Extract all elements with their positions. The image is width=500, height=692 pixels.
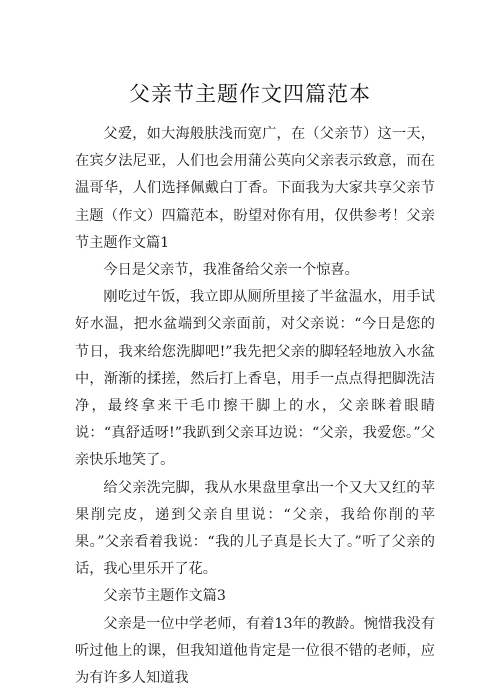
paragraph-surprise: 今日是父亲节，我准备给父亲一个惊喜。 [103,262,359,279]
paragraph-apple: 给父亲洗完脚，我从水果盘里拿出一个又大又红的苹果削完皮，递到父亲自里说：“父亲，我给你削的苹果。”父亲看着我说：“我的儿子真是长大了。”听了父亲的话，我心里乐开了花。 [75,479,435,578]
paragraph-intro: 父爱，如大海般肤浅而宽广，在（父亲节）这一天，在宾夕法尼亚，人们也会用蒲公英向父亲表示致意，而在温哥华，人们选择佩戴白丁香。下面我为大家共享父亲节主题（作文）四篇范本，盼望对你有用，仅供参考！父亲节主题作文篇1 [75,126,435,251]
document-title: 父亲节主题作文四篇范本 [129,82,371,106]
paragraph-teacher: 父亲是一位中学老师，有着13年的教龄。惋惜我没有听过他上的课，但我知道他肯定是一位很不错的老师，应为有许多人知道我 [75,615,435,687]
document-body [75,121,435,692]
section-heading-essay-3: 父亲节主题作文篇3 [103,588,226,605]
paragraph-wash-feet: 刚吃过午饭，我立即从厕所里接了半盆温水，用手试好水温，把水盆端到父亲面前，对父亲说：“今日是您的节日，我来给您洗脚吧!”我先把父亲的脚轻轻地放入水盆中，渐渐的揉搓，然后打上香皂，用手一点点得把脚洗洁净，最终拿来干毛巾擦干脚上的水，父亲眯着眼睛说：“真舒适呀!”我趴到父亲耳边说：“父亲，我爱您。”父亲快乐地笑了。 [75,289,435,469]
